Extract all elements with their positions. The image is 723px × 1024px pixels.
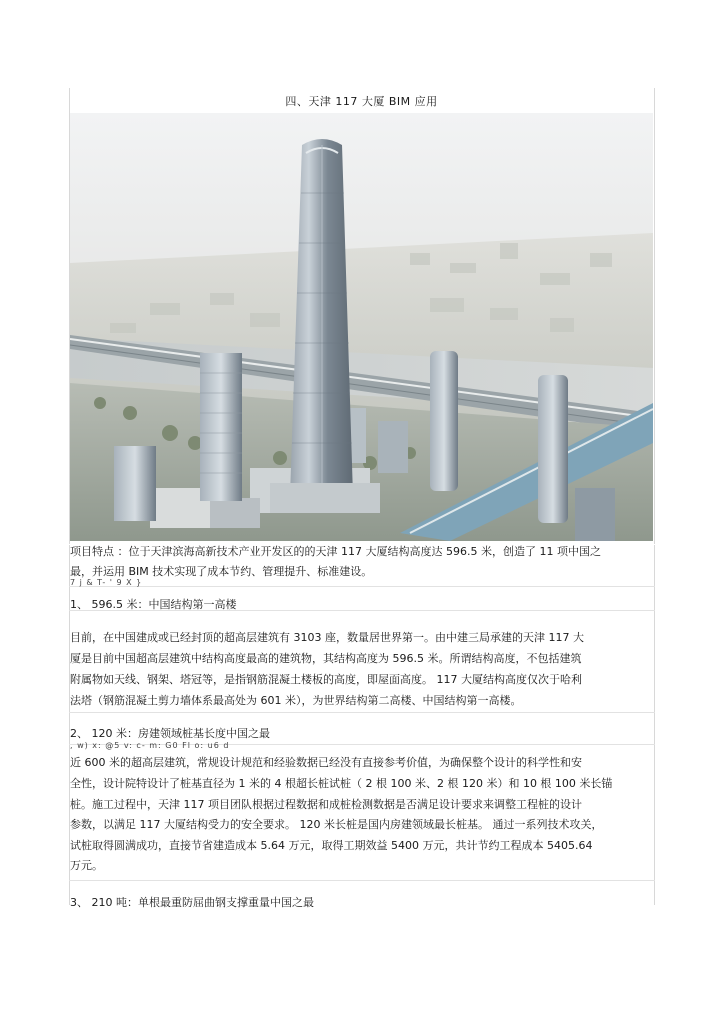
ocr-noise-1: 7 j & T- ' 9 X } [70,578,143,587]
intro-line-2: 最，并运用 BIM 技术实现了成本节约、管理提升、标准建设。 [70,565,373,578]
divider-5 [69,880,655,881]
intro-line-1: 项目特点 ：位于天津滨海高新技术产业开发区的的天津 117 大厦结构高度达 596.5 米，创造了 11 项中国之 [70,545,601,558]
section-1-line-1: 目前，在中国建成或已经封顶的超高层建筑有 3103 座，数量居世界第一。由中建三局承建的天津 117 大 [70,631,584,644]
section-1-line-4: 法塔（钢筋混凝土剪力墙体系最高处为 601 米），为世界结构第二高楼、中国结构第一高楼。 [70,694,522,707]
section-2-heading: 2、 120 米：房建领域桩基长度中国之最 [70,727,270,740]
section-1-heading: 1、 596.5 米：中国结构第一高楼 [70,598,237,611]
section-2-line-3: 桩。施工过程中，天津 117 项目团队根据过程数据和成桩检测数据是否满足设计要求来调整工程桩的设计 [70,798,582,811]
section-2-line-4: 参数，以满足 117 大厦结构受力的安全要求。 120 米长桩是国内房建领域最长桩基。 通过一系列技术攻关， [70,818,603,831]
divider-1 [69,586,655,587]
tower-photo [70,113,653,541]
section-1-line-2: 厦是目前中国超高层建筑中结构高度最高的建筑物，其结构高度为 596.5 米。所谓结构高度，不包括建筑 [70,652,582,665]
section-2-line-6: 万元。 [70,859,103,872]
section-2-line-1: 近 600 米的超高层建筑，常规设计规范和经验数据已经没有直接参考价值，为确保整个设计的科学性和安 [70,756,582,769]
section-2-line-5: 试桩取得圆满成功，直接节省建造成本 5.64 万元，取得工期效益 5400 万元，共计节约工程成本 5405.64 [70,839,593,852]
section-2-line-2: 全性，设计院特设计了桩基直径为 1 米的 4 根超长桩试桩（ 2 根 100 米、2 根 120 米）和 10 根 100 米长锚 [70,777,613,790]
right-border-lower [654,545,655,905]
section-1-line-3: 附属物如天线、钢架、塔冠等，是指钢筋混凝土楼板的高度，即屋面高度。 117 大厦结构高度仅次于哈利 [70,673,582,686]
page-title: 四、天津 117 大厦 BIM 应用 [285,95,438,108]
right-border [654,88,655,544]
ocr-noise-2: , w) x: @5 v: c- m: G0 Fl o: u6 d [70,741,230,750]
section-3-heading: 3、 210 吨：单根最重防屈曲钢支撑重量中国之最 [70,896,314,909]
divider-3 [69,712,655,713]
